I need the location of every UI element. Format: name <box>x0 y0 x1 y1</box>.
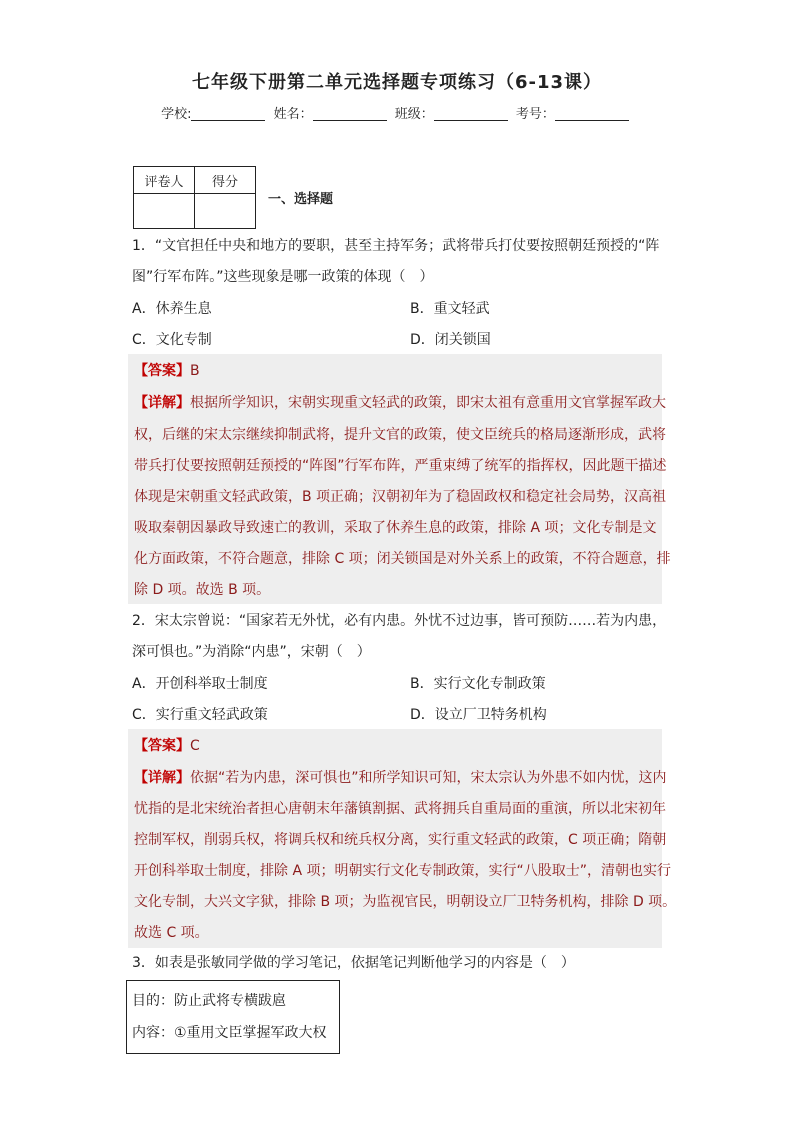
q1-detail-1 <box>134 392 666 412</box>
number-blank[interactable] <box>555 106 629 121</box>
q2-answer-value: C <box>190 738 200 754</box>
q1-answer-value: B <box>190 363 200 379</box>
q2-detail-4: 开创科举取士制度，排除 A 项；明朝实行文化专制政策，实行“八股取士”，清朝也实行 <box>134 863 671 879</box>
q2-detail-3: 控制军权，削弱兵权，将调兵权和统兵权分离，实行重文轻武的政策，C 项正确；隋朝 <box>134 832 667 848</box>
grader-cell[interactable] <box>134 194 195 229</box>
q2-option-a: A．开创科举取士制度 <box>132 676 268 692</box>
class-label: 班级： <box>394 107 434 122</box>
q3-line-1: 3．如表是张敏同学做的学习笔记，依据笔记判断他学习的内容是（ ） <box>132 955 575 971</box>
q1-answer-tag: 【答案】 <box>134 363 190 379</box>
q2-detail-2: 忧指的是北宋统治者担心唐朝末年藩镇割据、武将拥兵自重局面的重演，所以北宋初年 <box>134 801 666 817</box>
q2-option-c: C．实行重文轻武政策 <box>132 707 268 723</box>
q1-line-1: 1．“文官担任中央和地方的要职，甚至主持军务；武将带兵打仗要按照朝廷预授的“阵 <box>132 238 660 254</box>
q1-option-d: D．闭关锁国 <box>410 332 491 348</box>
score-header: 得分 <box>195 167 256 194</box>
q2-detail-6: 故选 C 项。 <box>134 925 209 941</box>
q2-detail-1 <box>134 767 667 787</box>
page-title: 七年级下册第二单元选择题专项练习（6-13课） <box>191 72 603 93</box>
q2-line-1: 2．宋太宗曾说：“国家若无外忧，必有内患。外忧不过边事，皆可预防……若为内患， <box>132 613 667 629</box>
name-blank[interactable] <box>313 106 387 121</box>
school-blank[interactable] <box>191 106 265 121</box>
score-table <box>133 166 256 229</box>
class-blank[interactable] <box>434 106 508 121</box>
q2-detail-5: 文化专制，大兴文字狱，排除 B 项；为监视官民，明朝设立厂卫特务机构，排除 D 项。 <box>134 894 677 910</box>
q2-line-2: 深可惧也。”为消除“内患”，宋朝（ ） <box>132 644 371 660</box>
q2-detail-tag: 【详解】 <box>134 770 190 786</box>
q2-option-b: B．实行文化专制政策 <box>410 676 546 692</box>
q1-detail-7: 除 D 项。故选 B 项。 <box>134 582 271 598</box>
q2-answer-tag: 【答案】 <box>134 738 190 754</box>
number-label: 考号： <box>515 107 555 122</box>
q1-detail-2: 权，后继的宋太宗继续抑制武将，提升文官的政策，使文臣统兵的格局逐渐形成，武将 <box>134 427 666 443</box>
school-label: 学校: <box>161 107 192 122</box>
q1-detail-5: 吸取秦朝因暴政导致速亡的教训，采取了休养生息的政策，排除 A 项；文化专制是文 <box>134 520 657 536</box>
q1-option-b: B．重文轻武 <box>410 301 490 317</box>
q1-detail-tag: 【详解】 <box>134 395 190 411</box>
q1-option-c: C．文化专制 <box>132 332 212 348</box>
q1-detail-3: 带兵打仗要按照朝廷预授的“阵图”行军布阵，严重束缚了统军的指挥权，因此题干描述 <box>134 458 667 474</box>
q1-detail-6: 化方面政策，不符合题意，排除 C 项；闭关锁国是对外关系上的政策，不符合题意，排 <box>134 551 671 567</box>
grader-header: 评卷人 <box>134 167 195 194</box>
q2-detail-text: 依据“若为内患，深可惧也”和所学知识可知，宋太宗认为外患不如内忧，这内 <box>190 770 667 786</box>
name-label: 姓名： <box>273 107 313 122</box>
student-info-line <box>0 103 794 122</box>
q1-detail-text: 根据所学知识，宋朝实现重文轻武的政策，即宋太祖有意重用文官掌握军政大 <box>190 395 666 411</box>
q1-option-a: A．休养生息 <box>132 301 212 317</box>
section-title: 一、选择题 <box>268 192 334 207</box>
q1-detail-4: 体现是宋朝重文轻武政策，B 项正确；汉朝初年为了稳固政权和稳定社会局势，汉高祖 <box>134 489 667 505</box>
q2-option-d: D．设立厂卫特务机构 <box>410 707 547 723</box>
q2-answer <box>134 735 200 755</box>
q1-line-2: 图”行军布阵。”这些现象是哪一政策的体现（ ） <box>132 269 434 285</box>
note-content: 内容：①重用文臣掌握军政大权 <box>132 1025 327 1041</box>
score-cell[interactable] <box>195 194 256 229</box>
note-purpose: 目的：防止武将专横跋扈 <box>132 993 286 1009</box>
q1-answer <box>134 360 200 380</box>
